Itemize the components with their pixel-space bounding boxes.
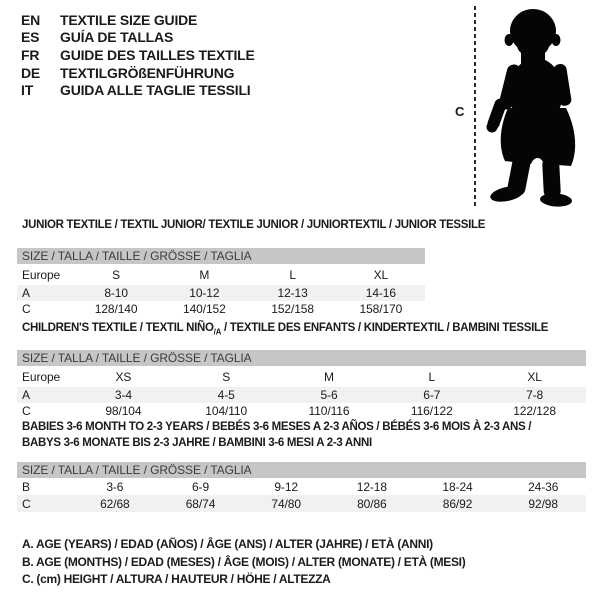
children-title-sub: /A — [213, 327, 222, 337]
table-row-age-months — [17, 478, 586, 495]
size-cell: 10-12 — [189, 286, 220, 300]
legend-line-age-years: A. AGE (YEARS) / EDAD (AÑOS) / ÂGE (ANS) / ALTER (JAHRE) / ETÀ (ANNI) — [22, 537, 433, 551]
table-row-height — [17, 403, 586, 419]
size-cell: 128/140 — [94, 302, 138, 316]
junior-table-title: JUNIOR TEXTILE / TEXTIL JUNIOR/ TEXTILE JUNIOR / JUNIORTEXTIL / JUNIOR TESSILE — [22, 219, 486, 231]
language-code: FR — [21, 46, 40, 63]
size-cell: 6-7 — [423, 388, 441, 402]
size-cell: 152/158 — [271, 302, 314, 316]
babies-title-line2: BABYS 3-6 MONATE BIS 2-3 JAHRE / BAMBINI 3-6 MESI A 2-3 ANNI — [22, 437, 372, 449]
size-cell: L — [289, 267, 296, 282]
language-label: GUÍA DE TALLAS — [60, 29, 174, 46]
children-size-table — [17, 350, 586, 419]
size-cell: 24-36 — [528, 479, 559, 494]
size-cell: 86/92 — [442, 496, 473, 511]
size-cell: 68/74 — [185, 496, 216, 511]
size-cell: 92/98 — [528, 496, 558, 511]
size-cell: 8-10 — [104, 286, 128, 300]
language-code: EN — [21, 11, 41, 28]
size-cell: 80/86 — [357, 496, 387, 511]
size-cell: XL — [527, 369, 542, 384]
language-row — [21, 64, 255, 82]
size-cell: L — [428, 369, 436, 384]
size-cell: 158/170 — [359, 302, 403, 316]
children-table-title — [22, 322, 548, 336]
babies-title-line1: BABIES 3-6 MONTH TO 2-3 YEARS / BEBÉS 3-6 MESES A 2-3 AÑOS / BÉBÉS 3-6 MOIS À 2-3 ANS / — [22, 421, 532, 433]
language-list — [21, 11, 255, 99]
language-row — [21, 29, 255, 47]
language-row — [21, 46, 255, 64]
size-cell: 3-6 — [106, 479, 124, 494]
size-cell: M — [199, 267, 210, 282]
row-label: C — [22, 302, 31, 316]
language-code: IT — [21, 82, 34, 99]
size-cell: 110/116 — [308, 404, 350, 418]
legend-line-age-months: B. AGE (MONTHS) / EDAD (MESES) / ÂGE (MOIS) / ALTER (MONATE) / ETÀ (MESI) — [22, 554, 466, 569]
size-cell: 5-6 — [320, 388, 338, 402]
children-title-prefix: CHILDREN'S TEXTILE / TEXTIL NIÑO — [22, 322, 214, 334]
size-cell: 104/110 — [205, 404, 248, 418]
row-label: Europe — [22, 267, 61, 282]
table-row-height — [17, 301, 425, 317]
size-cell: 140/152 — [183, 302, 226, 316]
language-row — [21, 81, 255, 99]
row-label: A — [22, 286, 30, 300]
height-measure-label: C — [455, 104, 465, 119]
junior-size-table — [17, 248, 425, 317]
size-cell: 9-12 — [274, 479, 298, 494]
language-label: TEXTILGRÖßENFÜHRUNG — [60, 64, 235, 81]
children-title-suffix: / TEXTILE DES ENFANTS / KINDERTEXTIL / BAMBINI TESSILE — [221, 322, 549, 334]
table-row-height — [17, 495, 586, 512]
table-row-age — [17, 387, 586, 403]
babies-size-table — [17, 462, 586, 512]
size-cell: 122/128 — [513, 404, 556, 418]
size-cell: 98/104 — [105, 404, 142, 418]
size-cell: 18-24 — [442, 479, 473, 494]
size-cell: S — [112, 267, 121, 282]
row-label: Europe — [22, 369, 61, 384]
size-cell: 12-18 — [356, 479, 387, 494]
language-label: GUIDE DES TAILLES TEXTILE — [60, 46, 255, 63]
height-measure-dashed-line — [474, 6, 476, 208]
size-cell: 116/122 — [410, 404, 453, 418]
language-label: TEXTILE SIZE GUIDE — [60, 11, 198, 28]
row-label: B — [22, 479, 30, 494]
size-cell: XS — [115, 369, 132, 384]
size-cell: M — [324, 369, 334, 384]
row-label: C — [22, 496, 31, 511]
legend — [22, 536, 465, 589]
size-header-band: SIZE / TALLA / TAILLE / GRÖSSE / TAGLIA — [17, 248, 425, 264]
language-row — [21, 11, 255, 29]
size-header-band: SIZE / TALLA / TAILLE / GRÖSSE / TAGLIA — [17, 350, 586, 366]
language-code: ES — [21, 29, 40, 46]
language-label: GUIDA ALLE TAGLIE TESSILI — [60, 82, 251, 99]
legend-line-height: C. (cm) HEIGHT / ALTURA / HAUTEUR / HÖHE / ALTEZZA — [22, 572, 331, 586]
size-cell: 7-8 — [526, 388, 544, 402]
babies-table-title — [22, 419, 531, 451]
size-cell: 14-16 — [365, 286, 396, 300]
table-row-europe — [17, 264, 425, 285]
row-label: C — [22, 404, 31, 418]
size-cell: S — [222, 369, 231, 384]
baby-silhouette — [483, 8, 597, 207]
size-cell: 3-4 — [114, 388, 132, 402]
size-header-band: SIZE / TALLA / TAILLE / GRÖSSE / TAGLIA — [17, 462, 586, 478]
table-row-age — [17, 285, 425, 301]
language-code: DE — [21, 64, 41, 81]
row-label: A — [22, 388, 30, 402]
size-cell: XL — [373, 267, 389, 282]
size-cell: 4-5 — [217, 388, 235, 402]
size-cell: 12-13 — [277, 286, 308, 300]
size-cell: 74/80 — [271, 496, 301, 511]
size-cell: 6-9 — [191, 479, 210, 494]
table-row-europe — [17, 366, 586, 387]
size-cell: 62/68 — [100, 496, 130, 511]
